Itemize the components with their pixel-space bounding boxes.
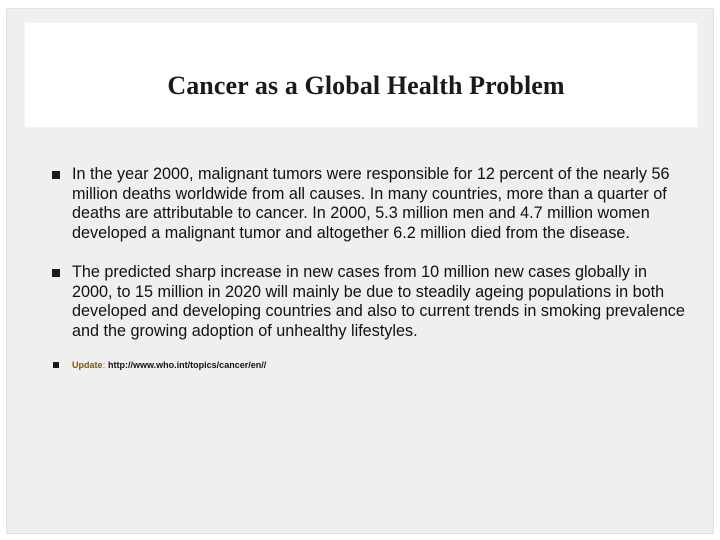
square-bullet-icon (52, 269, 60, 277)
square-bullet-icon (53, 362, 59, 368)
slide-title: Cancer as a Global Health Problem (167, 71, 565, 100)
update-label: Update (72, 360, 103, 370)
bullet-list (45, 165, 685, 371)
bullet-text: The predicted sharp increase in new cases from 10 million new cases globally in 2000, to 15 million in 2020 will mainly be due to steadily ageing populations in both developed and developing countries and also to current trends in smoking prevalence and the growing adoption of unhealthy lifestyles. (72, 263, 685, 340)
update-separator: : (102, 360, 106, 370)
bullet-item (45, 165, 685, 243)
update-item (45, 359, 685, 371)
title-box (25, 23, 697, 127)
bullet-item (45, 263, 685, 341)
square-bullet-icon (52, 171, 60, 179)
update-link-end: / (263, 360, 267, 370)
bullet-text: In the year 2000, malignant tumors were responsible for 12 percent of the nearly 56 million deaths worldwide from all causes. In many countries, more than a quarter of deaths are attributable to cancer. In 2000, 5.3 million men and 4.7 million women developed a malignant tumor and altogether 6.2 million died from the disease. (72, 165, 670, 242)
slide (6, 8, 714, 534)
update-link[interactable]: http://www.who.int/topics/cancer/en/ (108, 360, 264, 370)
